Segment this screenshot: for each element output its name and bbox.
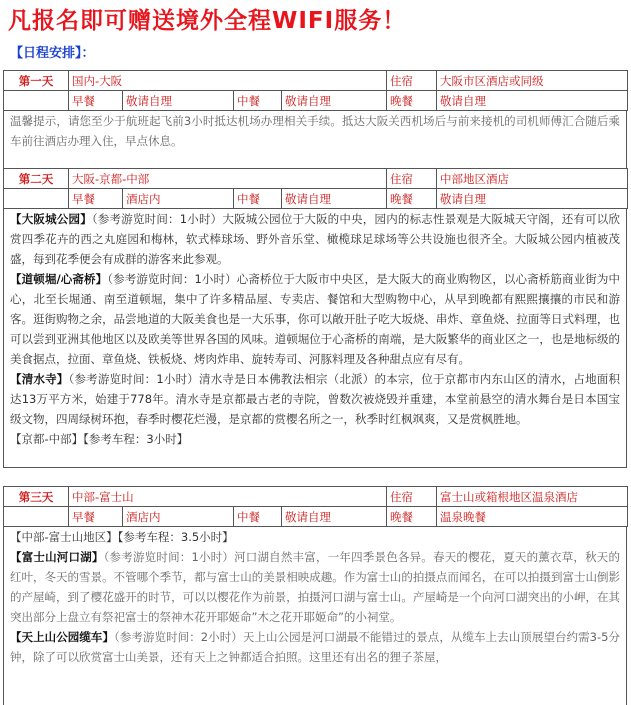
stay-label: 住宿 <box>387 169 437 189</box>
attraction-text: （参考游览时间：1小时）心斋桥位于大阪市中央区，是大阪大的商业购物区，以心斋桥筋商业街为中心，北至长堀通、南至道顿堀，集中了许多精品屋、专卖店、餐馆和大型购物中心，从早到晚都有熙熙攘攘的市民和游客。逛街购物之余，品尝地道的大阪美食也是一大乐事，你可以敞开肚子吃大坂烧、串炸、章鱼烧、拉面等日式料理，也可以尝到亚洲其他地区以及欧美等世界各国的风味。道顿堀位于心斋桥的南端，是大阪繁华的商业区之一，也是地标级的美食据点，拉面、章鱼烧、铁板烧、烤肉炸串、旋转寿司、河豚料理及各种甜点应有尽有。 <box>10 272 621 366</box>
attraction-text: （参考游览时间：1小时）河口湖自然丰富，一年四季景色各异。春天的樱花，夏天的薰衣草，秋天的红叶，冬天的雪景。不管哪个季节，都与富士山的美景相映成趣。作为富士山的拍摄点而闻名，在可以拍摄到富士山倒影的产屋崎，到了樱花盛开的时节，可以以樱花作为前景，拍摄河口湖与富士山。产屋崎是一个向河口湖突出的小岬，在其突出部分上盘立有祭祀富士的祭神木花开耶姬命”木之花开耶姬命”的小祠堂。 <box>10 550 621 624</box>
drive-info: 【中部-富士山地区】【参考车程：3.5小时】 <box>10 530 234 544</box>
day-route: 国内-大阪 <box>69 71 387 91</box>
dinner-value: 温泉晚餐 <box>437 507 628 527</box>
lunch-label: 中餐 <box>234 91 282 111</box>
breakfast-value: 敬请自理 <box>123 91 234 111</box>
day-label: 第二天 <box>4 169 69 189</box>
day2-details <box>3 208 627 468</box>
day2-table <box>3 168 628 209</box>
breakfast-value: 酒店内 <box>123 189 234 209</box>
dinner-label: 晚餐 <box>387 507 437 527</box>
day-label: 第一天 <box>4 71 69 91</box>
attraction-title: 【道顿堀/心斋桥】 <box>10 272 108 286</box>
dinner-value: 敬请自理 <box>437 189 628 209</box>
lunch-label: 中餐 <box>234 507 282 527</box>
breakfast-label: 早餐 <box>69 91 123 111</box>
day3-table <box>3 486 628 527</box>
stay-label: 住宿 <box>387 71 437 91</box>
day3-details <box>3 526 627 705</box>
breakfast-label: 早餐 <box>69 507 123 527</box>
attraction-text: （参考游览时间：1小时）大阪城公园位于大阪的中央，园内的标志性景观是大阪城天守阁，还有可以欣赏四季花卉的西之丸庭园和梅林，软式棒球场、野外音乐堂、橄榄球足球场等公共设施也很齐全。大阪城公园内植被茂盛，每到花季便会有成群的游客来此参观。 <box>10 212 620 266</box>
day1-table <box>3 70 628 111</box>
dinner-label: 晚餐 <box>387 189 437 209</box>
day-route: 大阪-京都-中部 <box>69 169 387 189</box>
hotel-value: 大阪市区酒店或同级 <box>437 71 628 91</box>
lunch-value: 敬请自理 <box>282 189 387 209</box>
attraction-title: 【大阪城公园】 <box>10 212 92 226</box>
day1-note: 温馨提示，请您至少于航班起飞前3小时抵达机场办理相关手续。抵达大阪关西机场后与前来接机的司机师傅汇合随后乘车前往酒店办理入住，早点休息。 <box>3 110 627 169</box>
attraction-text: （参考游览时间：2小时）天上山公园是河口湖最不能错过的景点，从缆车上去山顶展望台约需3-5分钟，除了可以欣赏富士山美景，还有天上之钟都适合拍照。这里还有出名的狸子茶屋， <box>10 630 620 664</box>
attraction-title: 【天上山公园缆车】 <box>10 630 115 644</box>
dinner-label: 晚餐 <box>387 91 437 111</box>
day-label: 第三天 <box>4 487 69 507</box>
lunch-value: 敬请自理 <box>282 507 387 527</box>
attraction-title: 【富士山河口湖】 <box>10 550 104 564</box>
dinner-value: 敬请自理 <box>437 91 628 111</box>
hotel-value: 中部地区酒店 <box>437 169 628 189</box>
attraction-text: （参考游览时间：1小时）清水寺是日本佛教法相宗（北派）的本宗，位于京都市内东山区的清水，占地面积达13万平方米，始建于778年。清水寺是京都最古老的寺院，曾数次被烧毁并重建，本堂前悬空的清水舞台是日本国宝级文物，四周绿树环抱，春季时樱花烂漫，是京都的赏樱名所之一，秋季时红枫飒爽，又是赏枫胜地。 <box>10 372 621 426</box>
lunch-label: 中餐 <box>234 189 282 209</box>
stay-label: 住宿 <box>387 487 437 507</box>
hotel-value: 富士山或箱根地区温泉酒店 <box>437 487 628 507</box>
attraction-title: 【清水寺】 <box>10 372 69 386</box>
schedule-heading: 【日程安排】： <box>10 46 95 61</box>
lunch-value: 敬请自理 <box>282 91 387 111</box>
breakfast-value: 酒店内 <box>123 507 234 527</box>
drive-info: 【京都-中部】【参考车程：3小时】 <box>10 432 189 446</box>
day-route: 中部-富士山 <box>69 487 387 507</box>
breakfast-label: 早餐 <box>69 189 123 209</box>
page-title: 凡报名即可赠送境外全程WIFI服务！ <box>8 8 407 34</box>
